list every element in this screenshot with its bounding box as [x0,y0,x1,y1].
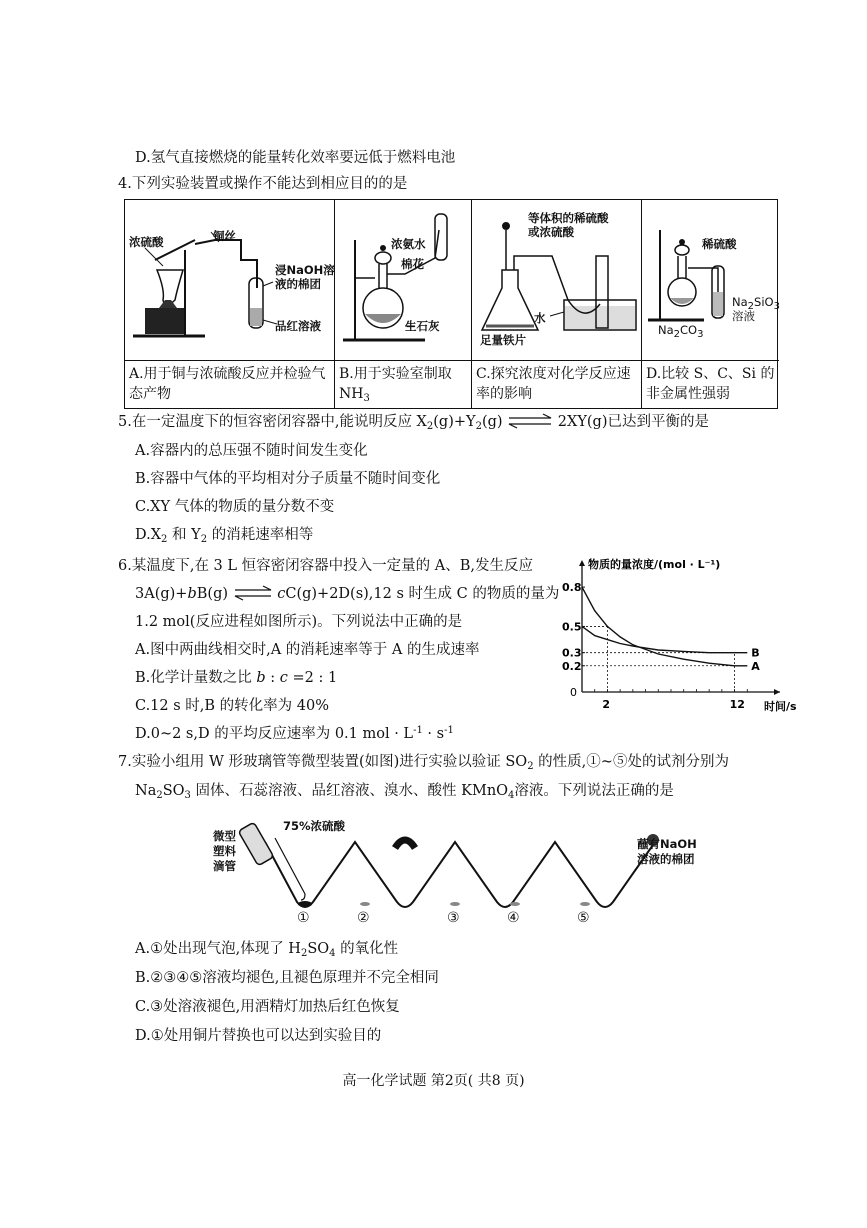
w-tube-label-2: ② [357,910,370,926]
q5-sub-y: 2 [475,421,482,432]
page-footer: 高一化学试题 第2页( 共8 页) [342,1073,525,1089]
y-tick-label-0: 0.8 [562,581,582,595]
w-tube-label-1: ① [297,910,310,926]
q7-a-c: 的氧化性 [335,941,399,957]
q6-d-a: D.0~2 s,D 的平均反应速率为 0.1 mol · L [135,726,414,742]
reversible-arrow-icon [233,586,273,600]
q7-line1 [118,752,729,772]
ammonia-apparatus-illustration [335,200,472,360]
q6-option-b [135,668,337,688]
q7-option-d: D.①处用铜片替换也可以达到实验目的 [135,1028,382,1044]
q4-caption-b [335,360,471,408]
q7-l2-c: 固体、石蕊溶液、品红溶液、溴水、酸性 KMnO [190,783,509,799]
q7-a-a: A.①处出现气泡,体现了 H [135,941,301,957]
fig-d-label-dilute-sulfuric: 稀硫酸 [702,237,737,251]
series-line-B [582,626,747,652]
q6-concentration-chart [560,550,797,713]
q4-cell-a [125,200,335,408]
q4-fig-a [125,200,334,360]
q4-cell-d [642,200,779,408]
q6-b-d: c [279,670,288,686]
reversible-arrow-icon [507,414,553,428]
fig-d-co: CO [680,323,698,337]
q5-stem-c: (g) [481,414,503,430]
q6-line3: 1.2 mol(反应进程如图所示)。下列说法中正确的是 [135,614,463,630]
q6-chart-svg [560,550,797,713]
q5-d-sub2: 2 [200,534,208,545]
w-tube-illustration [205,818,725,930]
q5-d-sub1: 2 [161,534,168,545]
q6-b-a: B.化学计量数之比 [135,670,257,686]
q5-option-b: B.容器中气体的平均相对分子质量不随时间变化 [135,471,441,487]
q5-stem-d: 2XY(g)已达到平衡的是 [557,414,709,430]
q4-stem: 4.下列实验装置或操作不能达到相应目的的是 [118,176,408,192]
w-tube-label-4: ④ [507,910,520,926]
q7-a-b: SO [307,941,330,957]
w-tube-label-left2: 塑料 [213,844,236,858]
y-axis-arrow-icon [579,560,585,566]
q4-fig-d [642,200,779,360]
q7-l2-sub-so: 3 [184,790,191,801]
q6-l2-d: c [277,586,286,602]
q3-option-d: D.氢气直接燃烧的能量转化效率要远低于燃料电池 [135,150,456,166]
q5-d-c: 的消耗速率相等 [207,527,314,543]
q6-line2 [135,584,559,604]
y-tick-label-2: 0.3 [562,646,582,660]
q5-d-a: D.X [135,527,162,543]
w-tube-label-left3: 滴管 [213,859,236,873]
q6-l2-a: 3A(g)+ [135,586,188,602]
y-tick-label-3: 0.2 [562,659,582,673]
q4-caption-b-sub: 3 [363,393,370,404]
fig-b-label-quicklime: 生石灰 [405,319,440,333]
q7-l1-a: 7.实验小组用 W 形玻璃管等微型装置(如图)进行实验以验证 SO [118,754,528,770]
fig-d-sio: SiO [754,295,774,309]
q6-d-sup2: -1 [444,725,454,736]
w-tube-label-3: ③ [447,910,460,926]
q7-option-a [135,939,398,959]
fig-a-label-copper-wire: 铜丝 [213,229,236,243]
q7-a-sub2: 4 [329,948,336,959]
q7-option-c: C.③处溶液褪色,用酒精灯加热后红色恢复 [135,999,400,1015]
w-tube-label-left1: 微型 [213,829,236,843]
fig-d-sio-sub: 3 [773,301,780,312]
q6-l2-b: b [187,586,197,602]
q5-option-c: C.XY 气体的物质的量分数不变 [135,499,335,515]
x-tick-label-0: 2 [602,698,611,711]
origin-label: 0 [570,686,577,699]
w-tube-label-acid: 75%浓硫酸 [283,819,346,833]
q6-option-a: A.图中两曲线相交时,A 的消耗速率等于 A 的生成速率 [135,642,480,658]
fig-d-na: Na [732,295,748,309]
fig-a-label-naoh-1: 浸NaOH溶 [275,263,335,277]
fig-a-label-magenta: 品红溶液 [275,319,321,333]
q7-a-sub1: 2 [300,948,308,959]
fig-a-label-conc-sulfuric: 浓硫酸 [129,235,164,249]
q6-l2-c: B(g) [196,586,229,602]
q5-stem-a: 5.在一定温度下的恒容密闭容器中,能说明反应 X [118,414,427,430]
y-tick-label-1: 0.5 [562,620,582,634]
q7-l2-sub-na: 2 [156,790,163,801]
fig-d-co-sub: 3 [697,329,704,340]
q4-caption-d: D.比较 S、C、Si 的非金属性强弱 [642,360,779,408]
w-tube-label-5: ⑤ [577,910,590,926]
w-tube-label-right1: 蘸有NaOH [637,837,697,851]
q5-stem-b: (g)+Y [433,414,476,430]
q6-line1: 6.某温度下,在 3 L 恒容密闭容器中投入一定量的 A、B,发生反应 [118,558,533,574]
q6-option-c: C.12 s 时,B 的转化率为 40% [135,698,330,714]
q7-l2-b: SO [162,783,185,799]
q6-d-b: · s [422,726,445,742]
q6-b-c: : [265,670,280,686]
fig-c-label-acid: 等体积的稀硫酸 [528,211,609,225]
series-label-B: B [751,646,760,660]
fig-a-label-naoh-2: 液的棉团 [275,277,321,291]
q6-option-d [135,724,454,744]
q4-caption-c: C.探究浓度对化学反应速率的影响 [472,360,641,408]
w-tube-label-right2: 溶液的棉团 [637,852,695,866]
fig-d-na2: Na [658,323,674,337]
q7-w-tube-figure [205,818,725,930]
q7-l2-d: 溶液。下列说法正确的是 [514,783,674,799]
fig-d-na-sub: 2 [747,301,755,312]
q6-d-sup1: -1 [413,725,423,736]
q4-caption-a: A.用于铜与浓硫酸反应并检验气态产物 [125,360,334,408]
q7-l1-sub: 2 [527,761,534,772]
fig-b-label-cotton: 棉花 [401,257,424,271]
fig-d-label-sodium-carbonate [658,323,704,340]
fig-d-na2-sub: 2 [673,329,681,340]
fig-d-label-sodium-silicate [732,295,780,312]
q4-cell-b [335,200,472,408]
fig-d-label-solution: 溶液 [732,309,755,323]
q6-l2-e: C(g)+2D(s),12 s 时生成 C 的物质的量为 [285,586,560,602]
q4-fig-c [472,200,641,360]
fig-c-label-water: 水 [534,311,546,325]
q4-apparatus-table [124,199,778,409]
q6-b-e: =2 : 1 [287,670,338,686]
q5-d-b: 和 Y [167,527,201,543]
q4-fig-b [335,200,471,360]
q5-stem [118,412,709,432]
x-axis-label: 时间/s [764,700,797,713]
q6-b-b: b [256,670,266,686]
series-label-A: A [751,659,760,673]
series-line-A [582,587,747,666]
q7-l1-b: 的性质,①~⑤处的试剂分别为 [533,754,729,770]
q5-sub-x: 2 [426,421,434,432]
fig-c-label-iron: 足量铁片 [480,333,526,347]
q5-option-d [135,525,313,545]
x-axis-arrow-icon [774,689,780,695]
x-tick-label-1: 12 [729,698,745,711]
q4-caption-b-text: B.用于实验室制取NH [339,366,452,402]
fig-c-label-or-conc: 或浓硫酸 [528,225,574,239]
fig-b-label-ammonia: 浓氨水 [391,237,426,251]
y-axis-label: 物质的量浓度/(mol · L⁻¹) [588,558,721,571]
q4-cell-c [472,200,642,408]
q7-l2-sub-mno: 4 [508,790,515,801]
q7-line2 [135,781,674,801]
q5-option-a: A.容器内的总压强不随时间发生变化 [135,443,368,459]
q7-l2-a: Na [135,783,157,799]
q7-option-b: B.②③④⑤溶液均褪色,且褪色原理并不完全相同 [135,970,439,986]
